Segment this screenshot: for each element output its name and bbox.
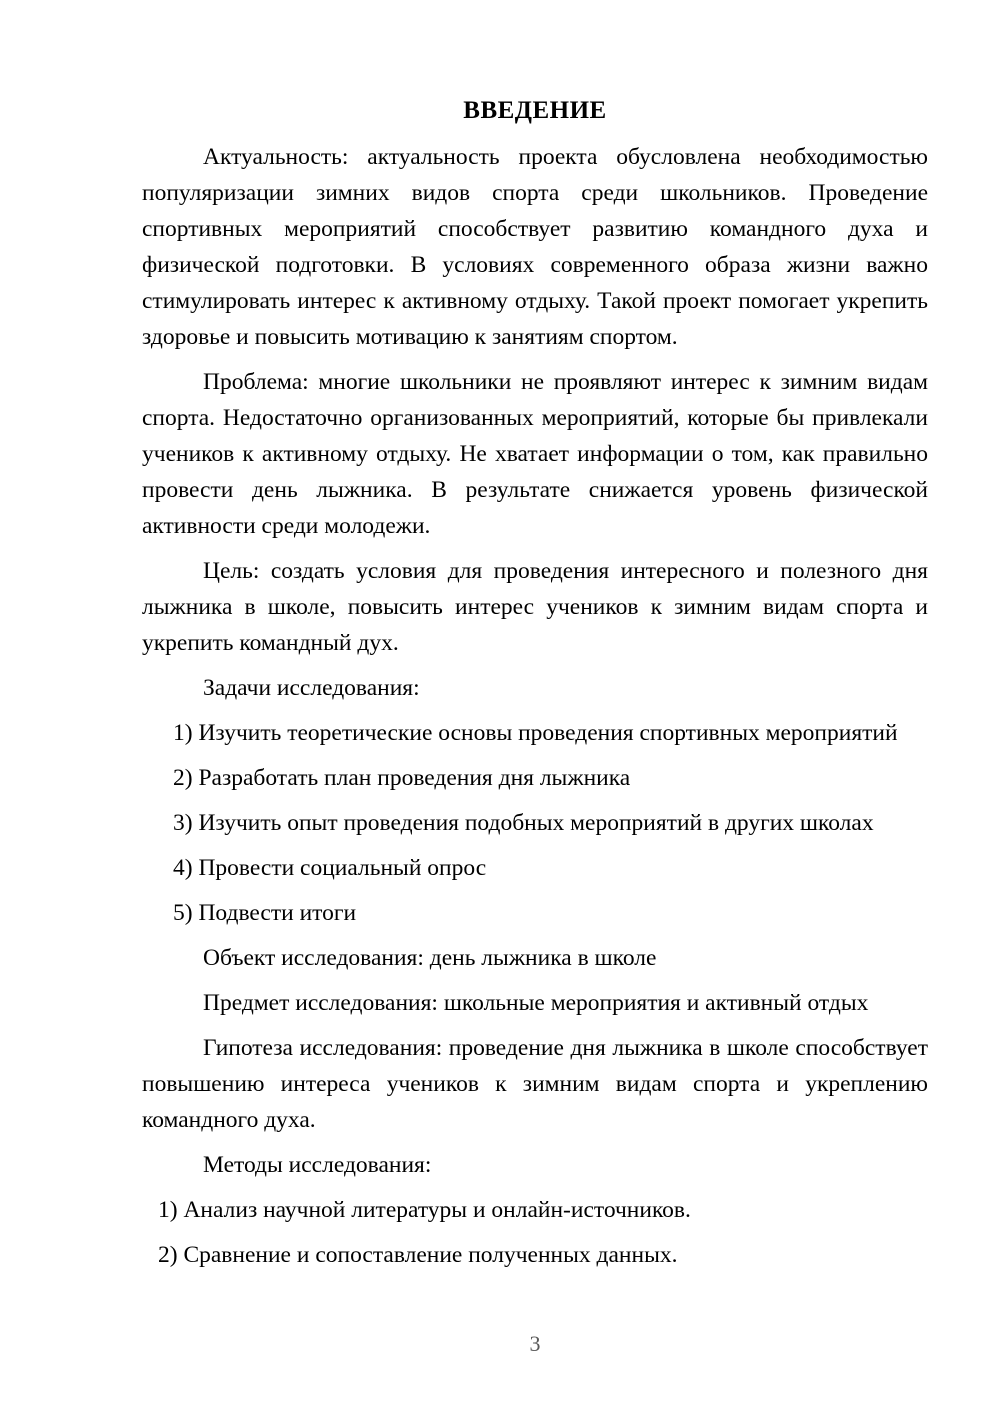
document-body <box>142 93 928 1282</box>
list-item: 1) Изучить теоретические основы проведения спортивных мероприятий <box>173 720 898 746</box>
paragraph: Актуальность: актуальность проекта обусловлена необходимостью популяризации зимних видов спорта среди школьников. Проведение спортивных мероприятий способствует развитию командного духа и физической подготовки. В условиях современного образа жизни важно стимулировать интерес к активному отдыху. Такой проект помогает укрепить здоровье и повысить мотивацию к занятиям спортом. <box>142 144 928 350</box>
list-item: 2) Сравнение и сопоставление полученных данных. <box>158 1242 678 1268</box>
paragraph: Проблема: многие школьники не проявляют интерес к зимним видам спорта. Недостаточно организованных мероприятий, которые бы привлекали учеников к активному отдыху. Не хватает информации о том, как правильно провести день лыжника. В результате снижается уровень физической активности среди молодежи. <box>142 369 928 539</box>
list-item: 4) Провести социальный опрос <box>173 855 487 881</box>
section-heading: ВВЕДЕНИЕ <box>463 97 607 124</box>
paragraph: Цель: создать условия для проведения интересного и полезного дня лыжника в школе, повысить интерес учеников к зимним видам спорта и укрепить командный дух. <box>142 558 928 656</box>
list-item: 1) Анализ научной литературы и онлайн-источников. <box>158 1197 691 1223</box>
paragraph: Предмет исследования: школьные мероприятия и активный отдых <box>203 990 869 1016</box>
paragraph: Задачи исследования: <box>203 675 420 701</box>
list-item: 2) Разработать план проведения дня лыжника <box>173 765 631 791</box>
page-number: 3 <box>529 1331 541 1356</box>
list-item: 5) Подвести итоги <box>173 900 357 926</box>
paragraph: Гипотеза исследования: проведение дня лыжника в школе способствует повышению интереса учеников к зимним видам спорта и укреплению командного духа. <box>142 1035 928 1133</box>
list-item: 3) Изучить опыт проведения подобных мероприятий в других школах <box>173 810 874 836</box>
paragraph: Методы исследования: <box>203 1152 432 1178</box>
paragraph: Объект исследования: день лыжника в школе <box>203 945 657 971</box>
